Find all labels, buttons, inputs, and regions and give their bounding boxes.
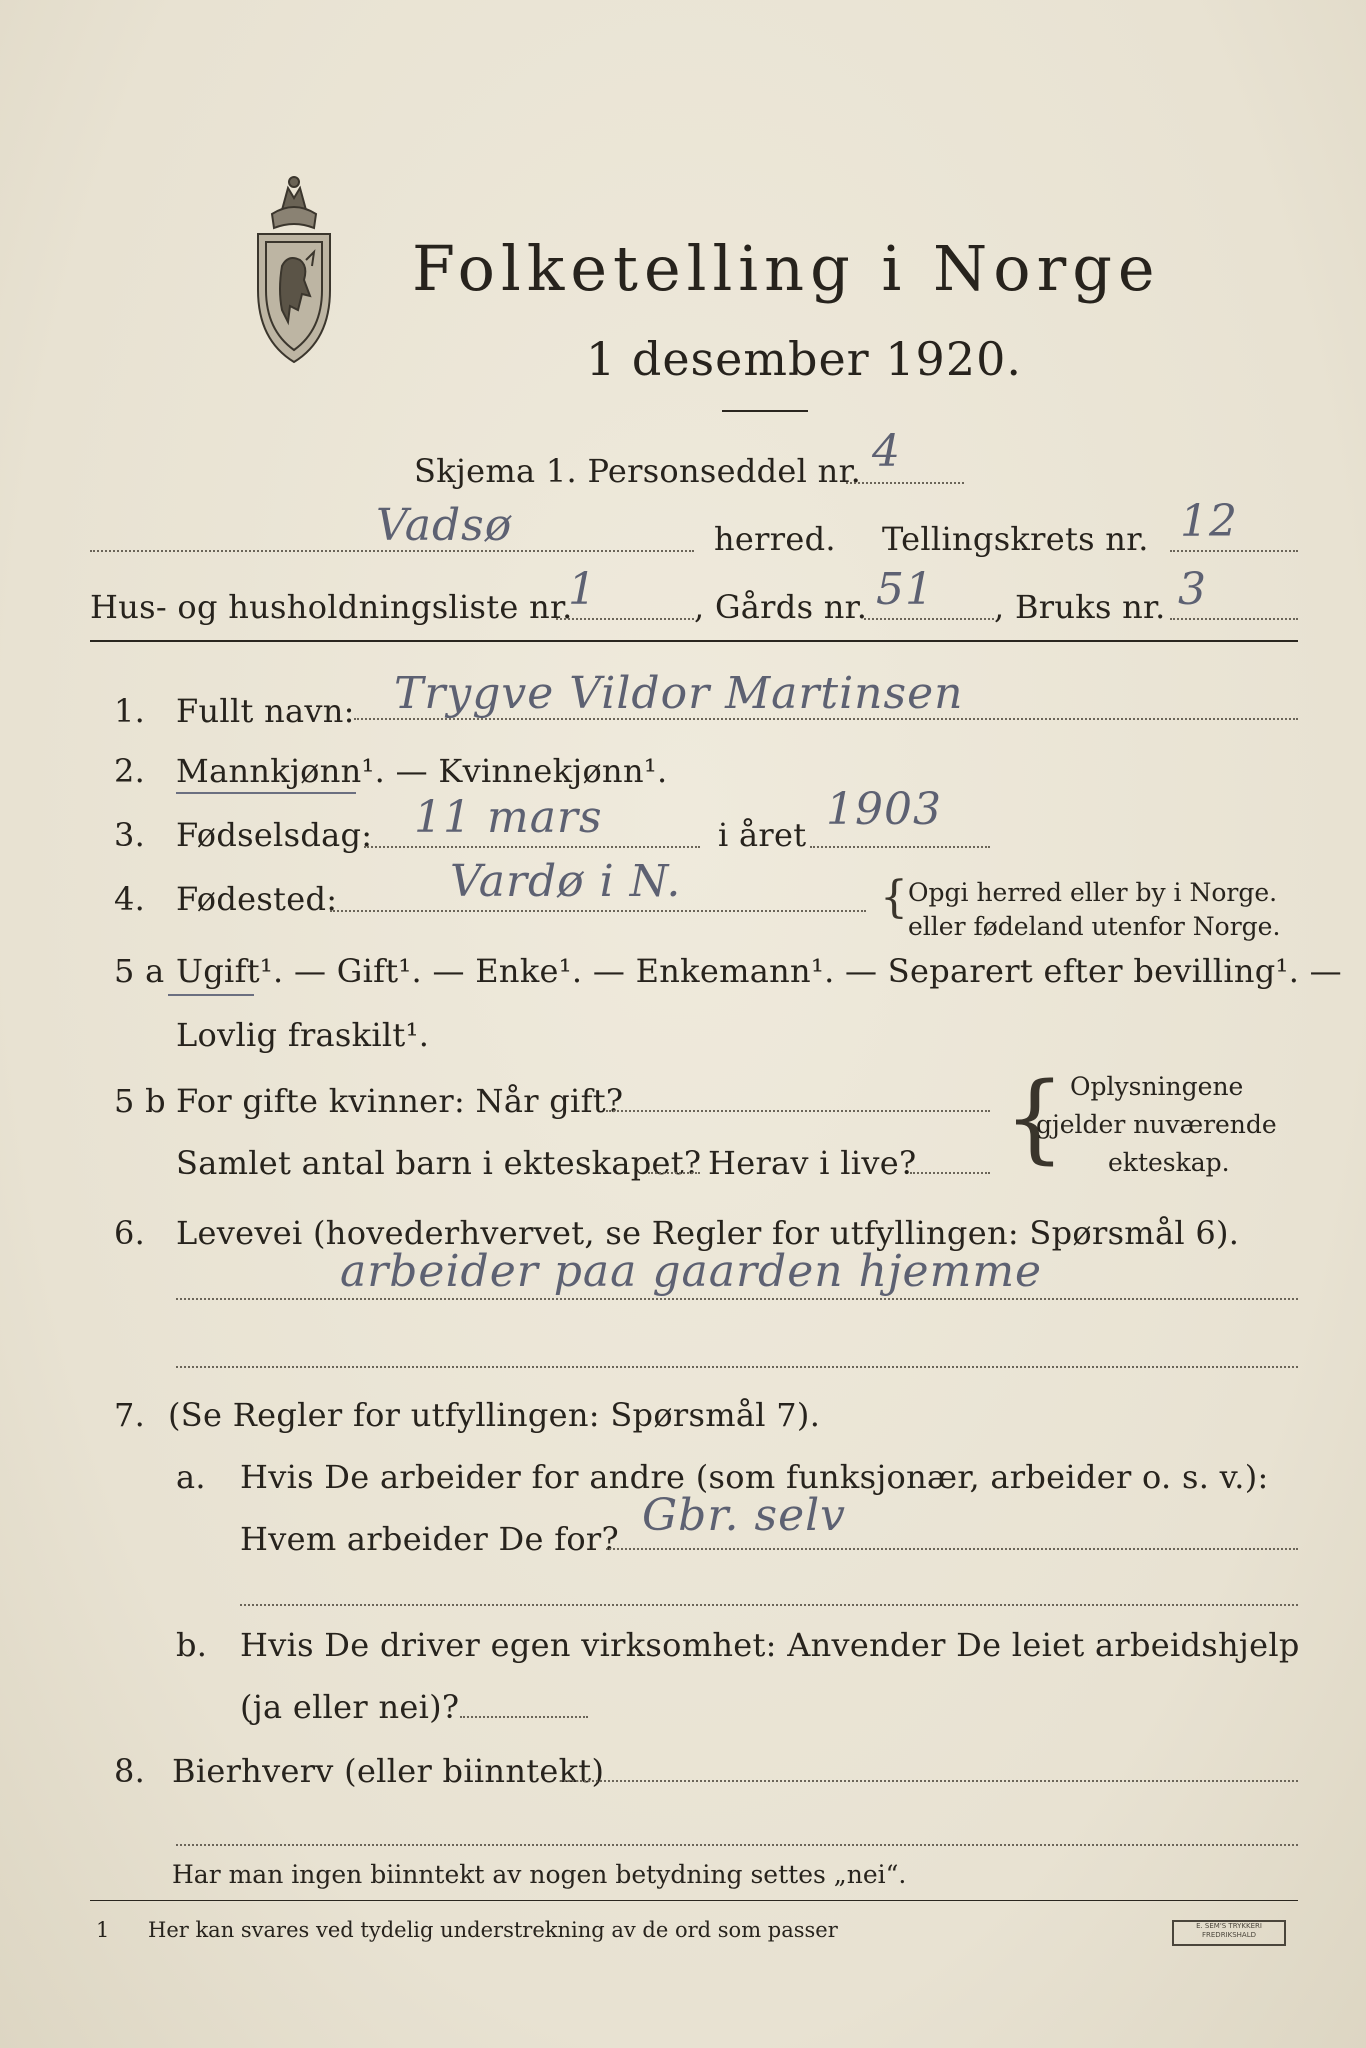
q1-number: 1. [114,692,146,730]
q7-number: 7. [114,1396,146,1434]
bruks-label: , Bruks nr. [994,588,1166,626]
q2-number: 2. [114,752,146,790]
bruks-line [1170,618,1298,620]
q5b-alive-line [910,1172,990,1174]
q2-gender-options[interactable]: Mannkjønn¹. — Kvinnekjønn¹. [176,752,668,790]
q4-number: 4. [114,880,146,918]
q7a-letter: a. [176,1458,206,1496]
q3-year-value[interactable]: 1903 [826,784,942,835]
q5b-label-2: Samlet antal barn i ekteskapet? [176,1144,702,1182]
q5b-note-3: ekteskap. [1108,1148,1230,1177]
herred-label: herred. [714,520,836,558]
q3-number: 3. [114,816,146,854]
q5b-number: 5 b [114,1082,166,1120]
q7a-line-1 [606,1548,1298,1550]
q5a-ugift-underline [168,994,254,996]
q5b-label-3: Herav i live? [708,1144,917,1182]
schema-nr-line [846,482,964,484]
coat-of-arms-icon [248,170,340,366]
q3-label: Fødselsdag: [176,816,373,854]
q5b-label-1: For gifte kvinner: Når gift? [176,1082,624,1120]
q7b-label-1: Hvis De driver egen virksomhet: Anvender De leiet arbeidshjelp [240,1626,1300,1664]
q4-birthplace-value[interactable]: Vardø i N. [450,856,682,907]
footnote-text: Her kan svares ved tydelig understrekning av de ord som passer [148,1918,838,1942]
q8-line-1 [560,1780,1298,1782]
q4-label: Fødested: [176,880,338,918]
tellingskrets-line [1170,550,1298,552]
q3-year-line [810,846,990,848]
q8-label: Bierhverv (eller biinntekt) [172,1752,605,1790]
q8-number: 8. [114,1752,146,1790]
printer-stamp: E. SEM'S TRYKKERI FREDRIKSHALD [1172,1920,1286,1946]
q5a-number: 5 a [114,952,165,990]
schema-label: Skjema 1. Personseddel nr. [414,452,862,490]
q7a-label-1: Hvis De arbeider for andre (som funksjonær, arbeider o. s. v.): [240,1458,1269,1496]
q5b-note-2: gjelder nuværende [1036,1110,1277,1139]
gards-label: , Gårds nr. [694,588,868,626]
herred-value[interactable]: Vadsø [376,500,513,551]
hus-value[interactable]: 1 [568,564,597,615]
hus-label: Hus- og husholdningsliste nr. [90,588,573,626]
q4-line [330,910,866,912]
q1-label: Fullt navn: [176,692,355,730]
q5b-note-1: Oplysningene [1070,1072,1244,1101]
form-date: 1 desember 1920. [586,332,1022,386]
q6-line-2 [176,1366,1298,1368]
q5b-when-married-line [606,1110,990,1112]
form-title: Folketelling i Norge [412,232,1161,305]
q5b-brace: { [1004,1062,1066,1174]
bruks-value[interactable]: 3 [1178,564,1207,615]
q2-mannkjonn-underline [176,792,356,794]
q6-number: 6. [114,1214,146,1252]
gards-line [864,618,994,620]
q5b-children-line [648,1172,700,1174]
q7a-label-2: Hvem arbeider De for? [240,1520,619,1558]
hus-line [556,618,694,620]
q3-year-label: i året [718,816,807,854]
gards-value[interactable]: 51 [876,564,934,615]
title-divider [722,410,808,412]
q4-note-2: eller fødeland utenfor Norge. [908,912,1281,941]
q7a-employer-value[interactable]: Gbr. selv [642,1490,847,1541]
q7-label: (Se Regler for utfyllingen: Spørsmål 7). [168,1396,821,1434]
q5a-status-options[interactable]: Ugift¹. — Gift¹. — Enke¹. — Enkemann¹. — Separert efter bevilling¹. — [176,952,1342,990]
header-rule [90,640,1298,642]
tellingskrets-label: Tellingskrets nr. [882,520,1149,558]
q1-full-name-value[interactable]: Trygve Vildor Martinsen [394,668,964,719]
footer-note: Har man ingen biinntekt av nogen betydning settes „nei“. [172,1860,907,1889]
q6-label: Levevei (hovederhvervet, se Regler for utfyllingen: Spørsmål 6). [176,1214,1240,1252]
q6-line-1 [176,1298,1298,1300]
q7b-label-2: (ja eller nei)? [240,1688,460,1726]
q4-note-1: Opgi herred eller by i Norge. [908,878,1278,907]
q7b-letter: b. [176,1626,208,1664]
q6-occupation-value[interactable]: arbeider paa gaarden hjemme [340,1246,1043,1297]
q7a-line-2 [240,1604,1298,1606]
q5a-status-options-2[interactable]: Lovlig fraskilt¹. [176,1016,430,1054]
q3-day-line [364,846,700,848]
tellingskrets-value[interactable]: 12 [1180,496,1238,547]
q8-line-2 [176,1844,1298,1846]
q4-brace: { [880,872,908,923]
q3-birthday-value[interactable]: 11 mars [414,792,603,843]
footer-rule [90,1900,1298,1901]
schema-nr-value[interactable]: 4 [872,426,901,477]
footnote-mark: 1 [96,1918,110,1942]
q7b-line [460,1716,588,1718]
